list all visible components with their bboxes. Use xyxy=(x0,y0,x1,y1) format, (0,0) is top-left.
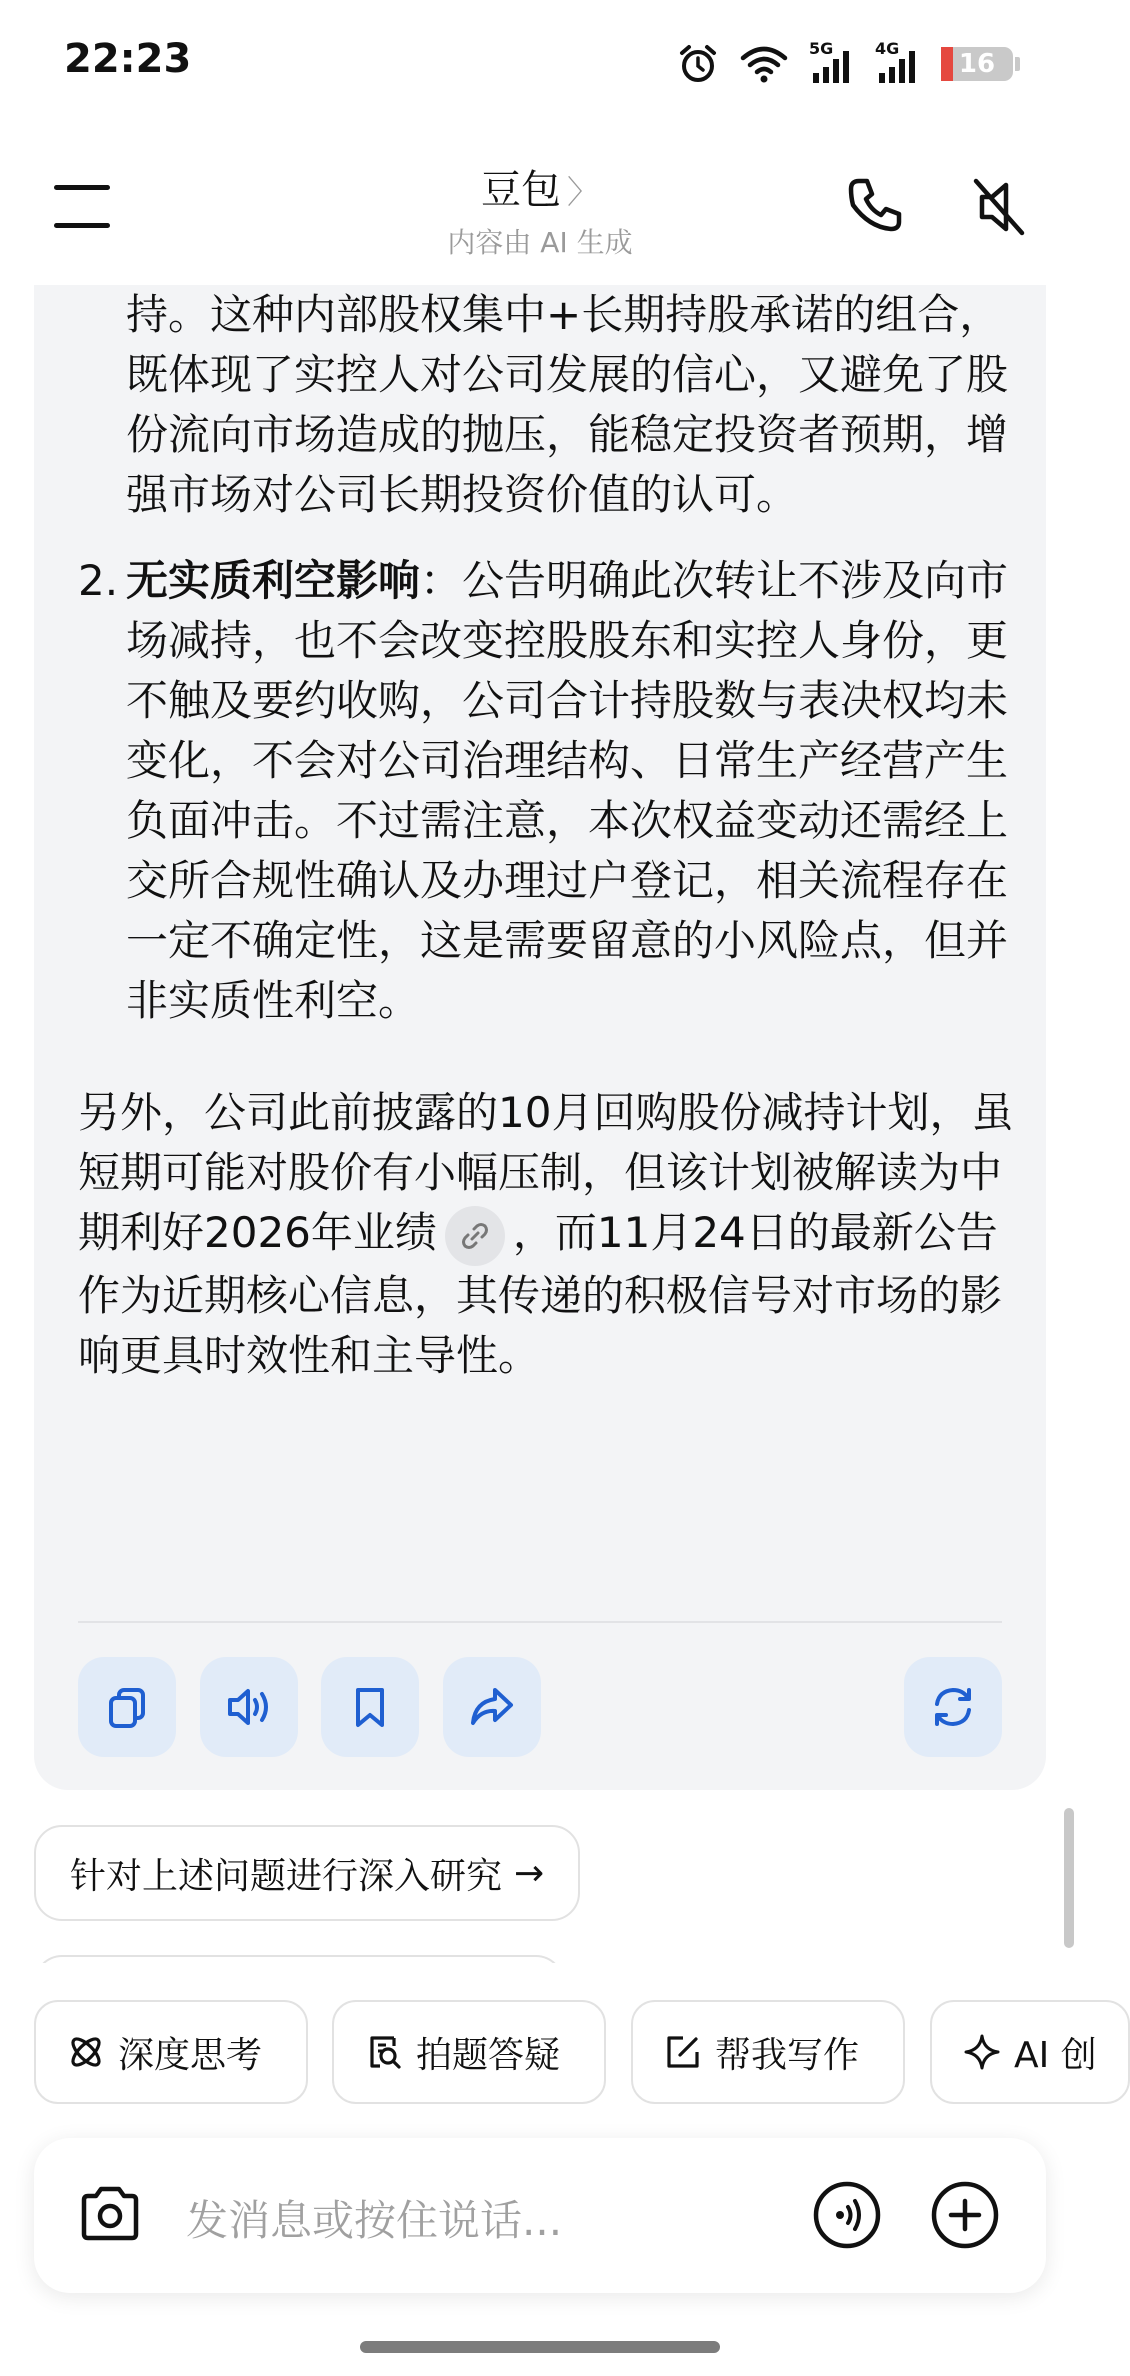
read-aloud-button[interactable] xyxy=(200,1657,298,1757)
read-aloud-icon xyxy=(222,1682,276,1732)
arrow-right-icon: → xyxy=(514,1852,545,1894)
signal-5g-icon: 5G xyxy=(809,43,855,85)
chevron-right-icon: 〉 xyxy=(566,173,599,211)
list-item-continuation: 持。这种内部股权集中+长期持股承诺的组合，既体现了实控人对公司发展的信心，又避免了股份流向市场造成的抛压，能稳定投资者预期，增强市场对公司长期投资价值的认可。 xyxy=(126,290,1009,519)
tool-label: 拍题答疑 xyxy=(416,2034,561,2076)
answer-actions xyxy=(78,1657,1002,1757)
tool-photo-question[interactable] xyxy=(332,2000,606,2104)
battery-cap xyxy=(1015,57,1020,71)
paragraph-text: 另外，公司此前披露的10月回购股份减持计划，虽短期可能对股价有小幅压制，但该计划被解读为中期利好2026年业绩 xyxy=(78,1088,1014,1257)
list-number: 2. xyxy=(78,556,119,605)
battery-level: 16 xyxy=(958,49,996,79)
list-item xyxy=(78,551,1038,1031)
chat-title-area[interactable] xyxy=(0,158,1080,261)
camera-icon[interactable] xyxy=(76,2182,144,2246)
status-time: 22:23 xyxy=(64,36,192,82)
bookmark-button[interactable] xyxy=(321,1657,419,1757)
divider xyxy=(78,1621,1002,1623)
regenerate-icon xyxy=(926,1680,980,1734)
sparkle-icon xyxy=(962,2032,1002,2072)
chat-header xyxy=(0,130,1080,280)
bookmark-icon xyxy=(345,1682,395,1732)
scan-question-icon xyxy=(364,2032,404,2072)
copy-icon xyxy=(102,1682,152,1732)
chat-title: 豆包 xyxy=(480,167,561,213)
atom-icon xyxy=(66,2032,106,2072)
battery-icon xyxy=(941,47,1013,81)
list-item-heading: 无实质利空影响 xyxy=(126,556,421,605)
edit-icon xyxy=(663,2032,703,2072)
tool-label: AI 创 xyxy=(1014,2034,1097,2076)
regenerate-button[interactable] xyxy=(904,1657,1002,1757)
answer-content xyxy=(78,285,1038,1386)
paragraph-text: ，而11月24日的最新公告作为近期核心信息，其传递的积极信号对市场的影响更具时效性和主导性。 xyxy=(78,1208,1003,1380)
answer-card xyxy=(34,285,1046,1790)
answer-paragraph xyxy=(78,1083,1038,1386)
home-indicator[interactable] xyxy=(360,2341,720,2353)
suggestion-label: 针对上述问题进行深入研究 xyxy=(70,1855,503,1897)
phone-call-icon[interactable] xyxy=(845,175,905,235)
signal-4g-icon: 4G xyxy=(875,43,921,85)
voice-call-icon[interactable] xyxy=(812,2180,882,2250)
tool-deep-think[interactable] xyxy=(34,2000,308,2104)
suggestion-chip[interactable] xyxy=(34,1825,580,1921)
share-icon xyxy=(465,1682,519,1732)
list-item-text: ：公告明确此次转让不涉及向市场减持，也不会改变控股股东和实控人身份，更不触及要约收购，公司合计持股数与表决权均未变化，不会对公司治理结构、日常生产经营产生负面冲击。不过需注意，本次权益变动还需经上交所合规性确认及办理过户登记，相关流程存在一定不确定性，这是需要留意的小风险点，但并非实质性利空。 xyxy=(126,556,1009,1025)
tool-label: 帮我写作 xyxy=(715,2034,860,2076)
plus-icon[interactable] xyxy=(930,2180,1000,2250)
status-bar xyxy=(0,0,1080,130)
copy-button[interactable] xyxy=(78,1657,176,1757)
share-button[interactable] xyxy=(443,1657,541,1757)
wifi-icon xyxy=(739,44,789,84)
ai-generated-note: 内容由 AI 生成 xyxy=(447,226,633,259)
tool-writing[interactable] xyxy=(631,2000,905,2104)
message-input[interactable]: 发消息或按住说话... xyxy=(186,2196,563,2245)
quick-tools xyxy=(34,2000,1097,2105)
link-icon[interactable] xyxy=(445,1206,505,1266)
status-icons xyxy=(677,40,1020,88)
tool-ai-create[interactable] xyxy=(930,2000,1130,2104)
speaker-muted-icon[interactable] xyxy=(968,175,1028,239)
alarm-icon xyxy=(677,43,719,85)
scrollbar[interactable] xyxy=(1064,1808,1074,1948)
message-input-bar xyxy=(34,2138,1046,2293)
scroll-fade xyxy=(0,1963,1080,2003)
tool-label: 深度思考 xyxy=(118,2034,263,2076)
